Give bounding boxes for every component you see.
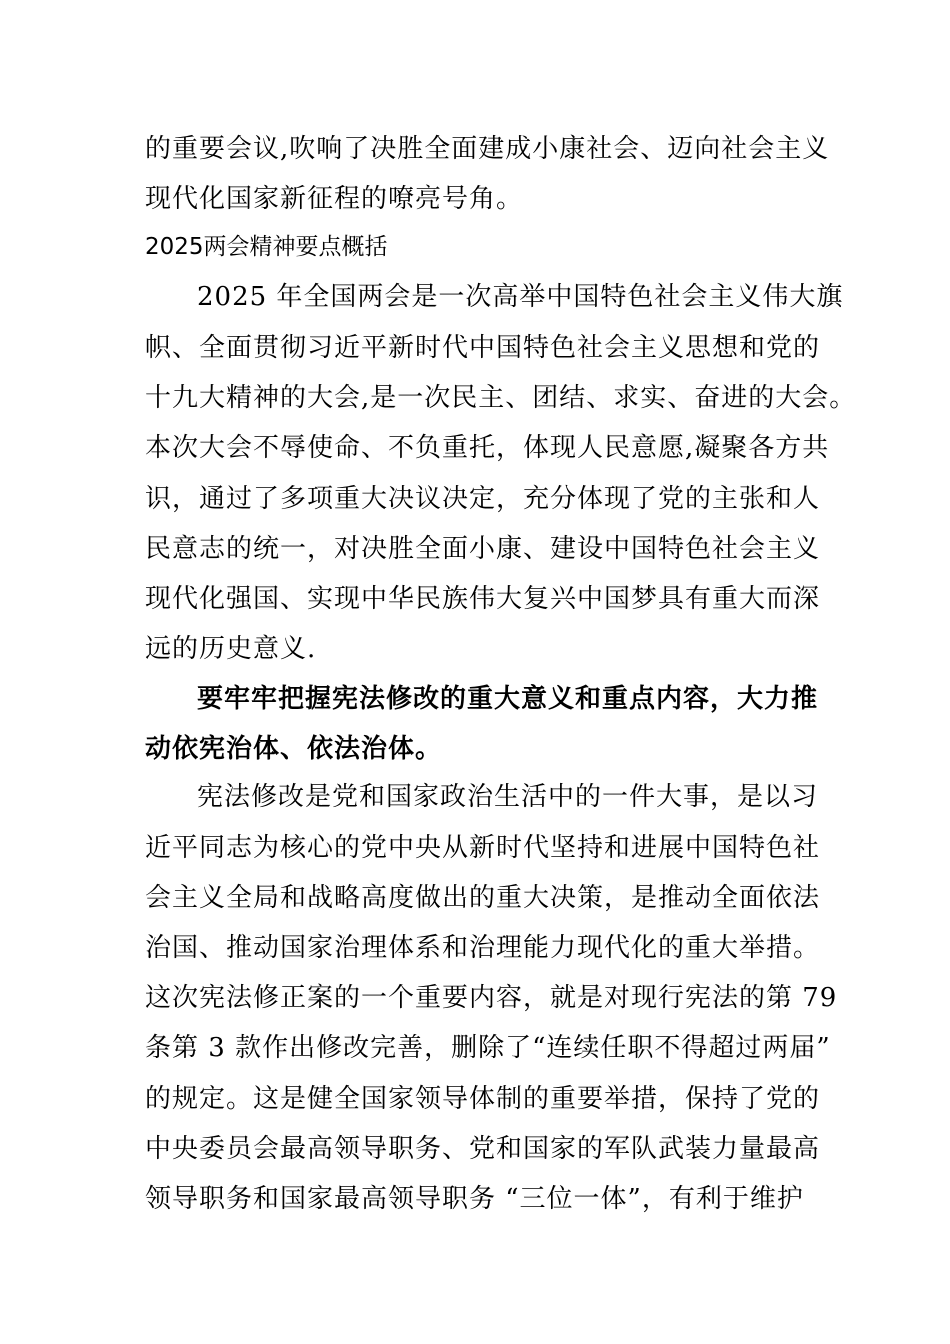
paragraph-line: 现代化国家新征程的嘹亮号角。 (145, 184, 524, 214)
paragraph-line: 领导职务和国家最高领导职务 “三位一体”，有利于维护 (145, 1184, 804, 1214)
paragraph-line: 宪法修改是党和国家政治生活中的一件大事，是以习 (197, 782, 819, 812)
paragraph-line: 条第 3 款作出修改完善，删除了“连续任职不得超过两届” (145, 1033, 831, 1063)
bold-heading-line: 动依宪治体、依法治体。 (145, 734, 443, 764)
paragraph-line: 远的历史意义. (145, 634, 317, 664)
paragraph-line: 近平同志为核心的党中央从新时代坚持和进展中国特色社 (145, 833, 821, 863)
paragraph-line: 治国、推动国家治理体系和治理能力现代化的重大举措。 (145, 933, 821, 963)
paragraph-line: 十九大精神的大会,是一次民主、团结、求实、奋进的大会。 (145, 383, 857, 413)
bold-heading-line: 要牢牢把握宪法修改的重大意义和重点内容，大力推 (197, 684, 819, 714)
paragraph-line: 这次宪法修正案的一个重要内容，就是对现行宪法的第 79 (145, 983, 838, 1013)
paragraph-line: 本次大会不辱使命、不负重托，体现人民意愿,凝聚各方共 (145, 433, 830, 463)
paragraph-line: 会主义全局和战略高度做出的重大决策，是推动全面依法 (145, 883, 821, 913)
paragraph-line: 中央委员会最高领导职务、党和国家的军队武装力量最高 (145, 1134, 821, 1164)
paragraph-line: 民意志的统一，对决胜全面小康、建设中国特色社会主义 (145, 534, 821, 564)
paragraph-line: 现代化强国、实现中华民族伟大复兴中国梦具有重大而深 (145, 584, 821, 614)
paragraph-line: 识，通过了多项重大决议决定，充分体现了党的主张和人 (145, 484, 821, 514)
section-heading: 2025两会精神要点概括 (145, 234, 388, 260)
paragraph-line: 帜、全面贯彻习近平新时代中国特色社会主义思想和党的 (145, 333, 821, 363)
paragraph-line: 的规定。这是健全国家领导体制的重要举措，保持了党的 (145, 1084, 821, 1114)
paragraph-line: 2025 年全国两会是一次高举中国特色社会主义伟大旗 (197, 282, 844, 312)
paragraph-line: 的重要会议,吹响了决胜全面建成小康社会、迈向社会主义 (145, 134, 830, 164)
